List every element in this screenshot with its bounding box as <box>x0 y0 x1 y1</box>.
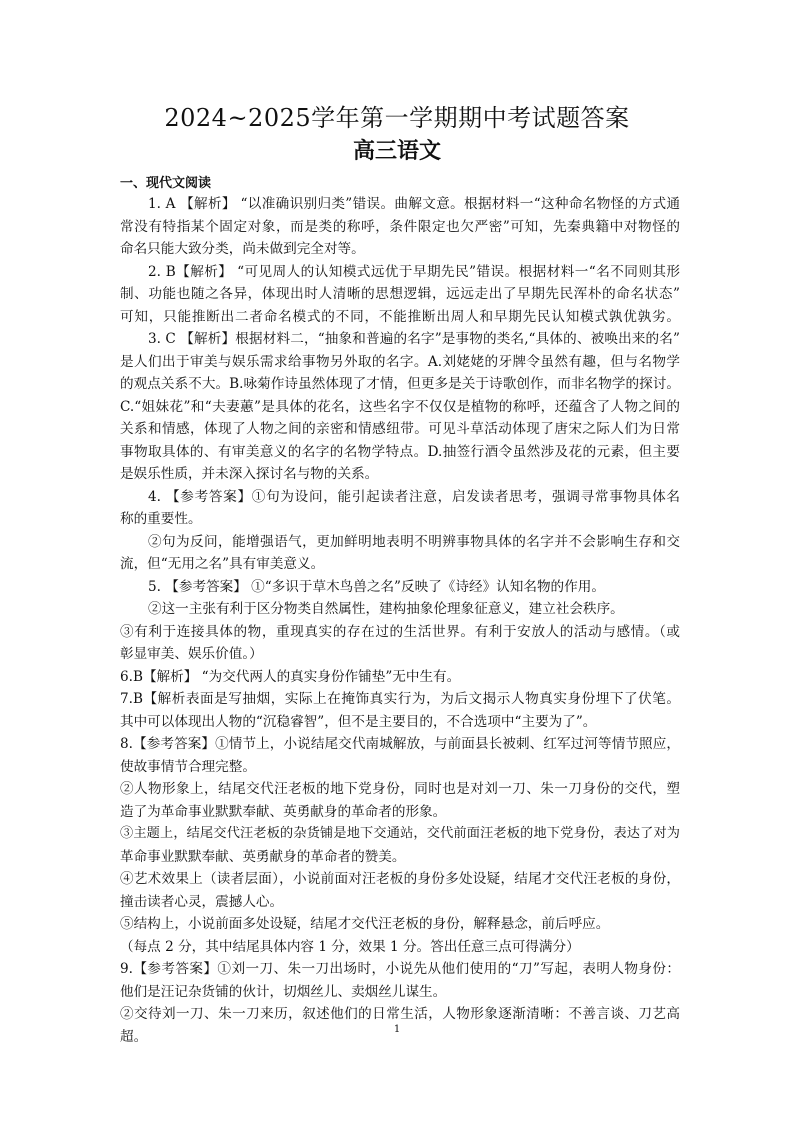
text-line: 9.【参考答案】①刘一刀、朱一刀出场时，小说先从他们使用的“刀”写起，表明人物身份： <box>120 961 680 977</box>
section-heading: 一、现代文阅读 <box>120 176 212 191</box>
text-line: 事物取具体的、有审美意义的名字的名物学特点。D.抽签行酒令虽然涉及花的元素，但主要 <box>120 443 680 460</box>
text-line: 关系和情感，体现了人物之间的亲密和情感纽带。可见斗草活动体现了唐宋之际人们为日常 <box>120 421 680 437</box>
document-title: 2024~2025学年第一学期期中考试题答案 <box>164 104 630 132</box>
text-line: 革命事业默默奉献、英勇献身的革命者的赞美。 <box>120 848 406 865</box>
text-line: 制、功能也随之各异，体现出时人清晰的思想逻辑，远远走出了早期先民浑朴的命名状态” <box>120 286 680 302</box>
text-line: 1. A 【解析】 “以准确识别归类”错误。曲解文意。根据材料一“这种命名物怪的方式通 <box>148 196 680 212</box>
text-line: 他们是汪记杂货铺的伙计，切烟丝儿、卖烟丝儿谋生。 <box>120 983 447 1000</box>
text-line: 命名只能大致分类，尚未做到完全对等。 <box>120 241 365 257</box>
subject-title: 高三语文 <box>352 138 441 164</box>
text-line: 称的重要性。 <box>120 511 202 527</box>
page-number: 1 <box>393 1024 401 1035</box>
text-line: C.“姐妹花”和“夫妻蕙”是具体的花名，这些名字不仅仅是植物的称呼，还蕴含了人物之间的 <box>120 398 680 415</box>
text-line: 的观点关系不大。B.咏菊作诗虽然体现了才情，但更多是关于诗歌创作，而非名物学的探讨。 <box>120 376 680 392</box>
text-line: ⑤结构上，小说前面多处设疑，结尾才交代汪老板的身份，解释悬念，前后呼应。 <box>120 916 610 932</box>
text-line: ②这一主张有利于区分物类自然属性，建构抽象伦理象征意义，建立社会秩序。 <box>148 601 624 617</box>
text-line: （每点 2 分，其中结尾具体内容 1 分，效果 1 分。答出任意三点可得满分） <box>120 938 580 955</box>
text-line: 使故事情节合理完整。 <box>120 758 256 775</box>
text-line: 是娱乐性质，并未深入探讨名与物的关系。 <box>120 466 379 482</box>
text-line: ②句为反问，能增强语气，更加鲜明地表明不明辨事物具体的名字并不会影响生存和交 <box>148 533 680 550</box>
text-line: 2. B【解析】 “可见周人的认知模式远优于早期先民”错误。根据材料一“名不同则其形 <box>148 263 680 280</box>
text-line: 彰显审美、娱乐价值。） <box>120 646 263 662</box>
text-line: ④艺术效果上（读者层面），小说前面对汪老板的身份多处设疑，结尾才交代汪老板的身份， <box>120 871 680 887</box>
text-line: 4. 【参考答案】①句为设问，能引起读者注意，启发读者思考，强调寻常事物具体名 <box>148 488 680 505</box>
text-line: ②人物形象上，结尾交代汪老板的地下党身份，同时也是对刘一刀、朱一刀身份的交代，塑 <box>120 781 680 797</box>
text-line: 造了为革命事业默默奉献、英勇献身的革命者的形象。 <box>120 803 447 820</box>
text-line: 是人们出于审美与娱乐需求给事物另外取的名字。A.刘姥姥的牙牌令虽然有趣，但与名物学 <box>120 353 680 370</box>
text-line: 流，但“无用之名”具有审美意义。 <box>120 556 325 572</box>
text-line: 5. 【参考答案】 ①“多识于草木鸟兽之名”反映了《诗经》认知名物的作用。 <box>148 578 605 595</box>
text-line: ③主题上，结尾交代汪老板的杂货铺是地下交通站，交代前面汪老板的地下党身份，表达了对为 <box>120 826 680 841</box>
text-line: 8.【参考答案】①情节上，小说结尾交代南城解放，与前面县长被刺、红军过河等情节照应， <box>120 736 680 752</box>
text-line: ③有利于连接具体的物，重现真实的存在过的生活世界。有利于安放人的活动与感情。（或 <box>120 623 680 640</box>
text-line: 6.B【解析】 “为交代两人的真实身份作铺垫”无中生有。 <box>120 668 461 685</box>
text-line: 常没有特指某个固定对象，而是类的称呼，条件限定也欠严密”可知，先秦典籍中对物怪的 <box>120 218 680 235</box>
text-line: 可知，只能推断出二者命名模式的不同，不能推断出周人和早期先民认知模式孰优孰劣。 <box>120 308 680 325</box>
text-line: 其中可以体现出人物的“沉稳睿智”，但不是主要目的，不合选项中“主要为了”。 <box>120 713 597 730</box>
text-line: 撞击读者心灵，震撼人心。 <box>120 893 284 910</box>
text-line: ②交待刘一刀、朱一刀来历，叙述他们的日常生活，人物形象逐渐清晰：不善言谈、刀艺高 <box>120 1006 680 1022</box>
text-line: 3. C 【解析】根据材料二，“抽象和普遍的名字”是事物的类名,“具体的、被唤出来的名” <box>148 331 680 347</box>
answer-body <box>120 193 680 1048</box>
text-line: 7.B【解析表面是写抽烟，实际上在掩饰真实行为，为后文揭示人物真实身份埋下了伏笔。 <box>120 691 680 707</box>
text-line: 超。 <box>120 1028 148 1045</box>
